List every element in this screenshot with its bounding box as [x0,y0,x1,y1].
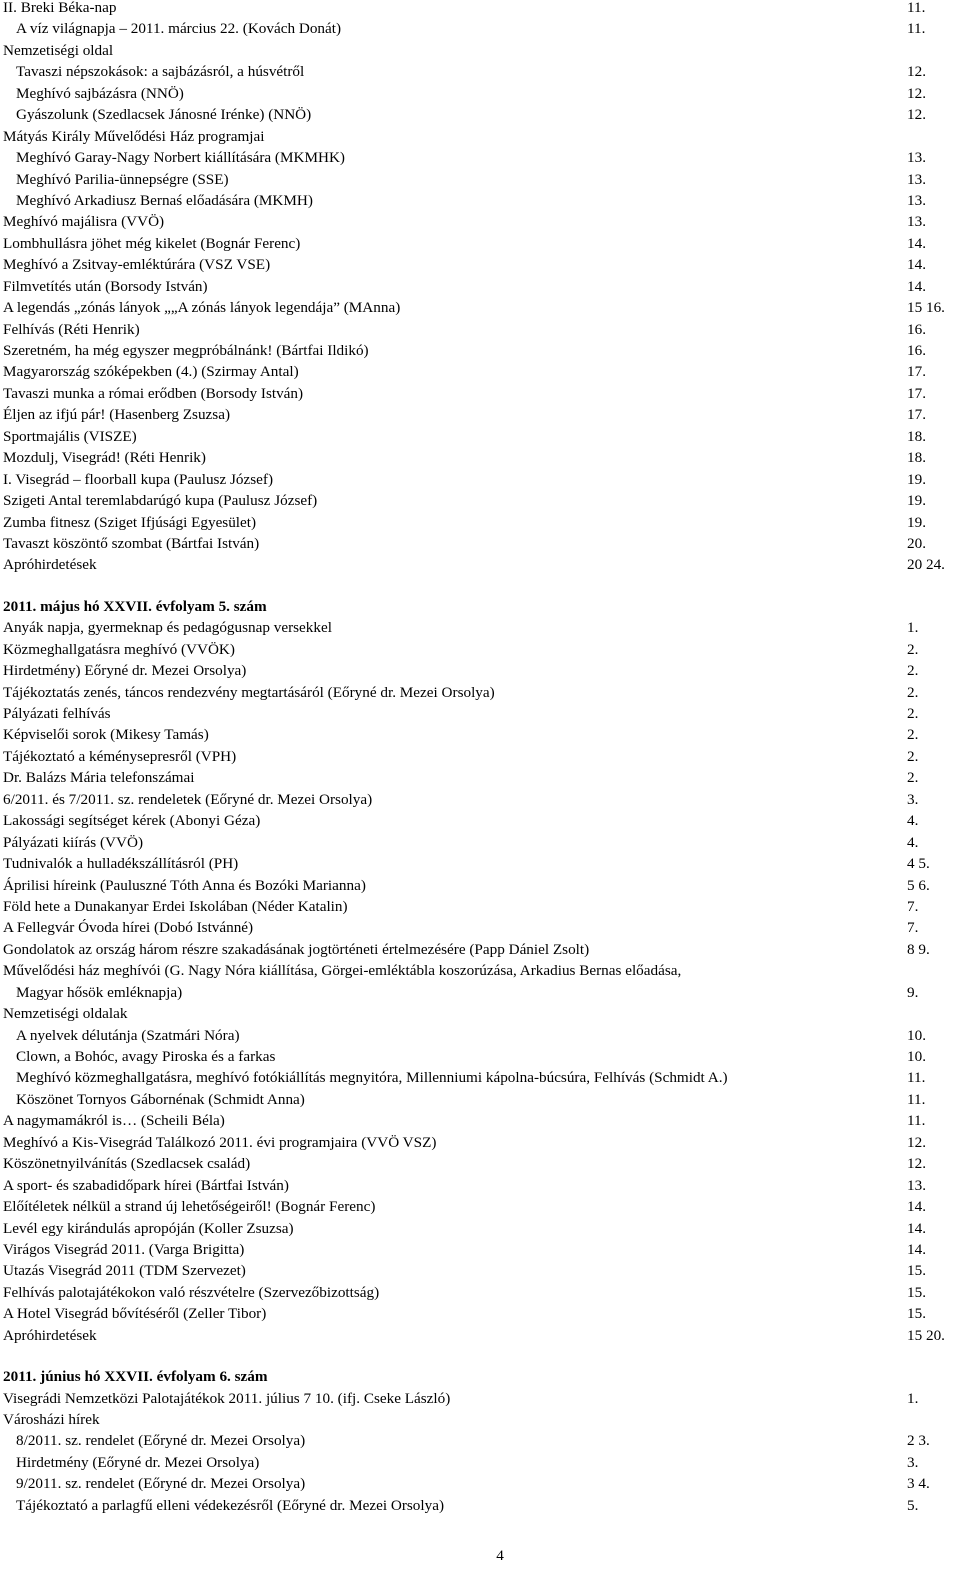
toc-entry [0,982,960,1003]
entry-title: Föld hete a Dunakanyar Erdei Iskolában (Néder Katalin) [3,897,348,915]
entry-title: Köszönet Tornyos Gábornénak (Schmidt Anna) [16,1090,305,1108]
entry-page: 14. [907,1240,926,1258]
section-spacer [0,1346,960,1366]
entry-title: Sportmajális (VISZE) [3,427,137,445]
entry-page: 17. [907,406,926,424]
entry-title: Lombhullásra jöhet még kikelet (Bognár Ferenc) [3,234,301,252]
toc-entry [0,1325,960,1346]
entry-page: 3. [907,790,919,808]
toc-entry [0,767,960,788]
entry-page: 12. [907,1155,926,1173]
entry-page: 12. [907,106,926,124]
entry-page: 17. [907,384,926,402]
toc-entry [0,724,960,745]
toc-entry [0,1089,960,1110]
entry-title: Tavaszt köszöntő szombat (Bártfai István) [3,534,260,552]
entry-page: 17. [907,363,926,381]
entry-title: Tájékoztató a kéménysepresről (VPH) [3,747,237,765]
entry-title: Áprilisi híreink (Pauluszné Tóth Anna és Bozóki Marianna) [3,876,366,894]
entry-page: 11. [907,1112,926,1130]
toc-entry [0,1388,960,1409]
toc-entry [0,533,960,554]
entry-page: 7. [907,919,919,937]
toc-entry [0,512,960,533]
toc-entry [0,83,960,104]
toc-entry [0,126,960,147]
toc-entry [0,447,960,468]
toc-entry [0,703,960,724]
toc-entry [0,789,960,810]
toc-entry [0,853,960,874]
toc-entry [0,276,960,297]
entry-title: A sport- és szabadidőpark hírei (Bártfai István) [3,1176,289,1194]
toc-entry [0,1046,960,1067]
entry-page: 13. [907,213,926,231]
toc-entry [0,147,960,168]
entry-page: 5. [907,1496,919,1514]
toc-entry [0,1260,960,1281]
toc-entry [0,490,960,511]
toc-entry [0,1430,960,1451]
entry-page: 5 6. [907,876,930,894]
toc-entry [0,639,960,660]
entry-title: Felhívás (Réti Henrik) [3,320,140,338]
toc-entry [0,1282,960,1303]
entry-title: Éljen az ifjú pár! (Hasenberg Zsuzsa) [3,406,231,424]
toc-entry [0,469,960,490]
entry-page: 10. [907,1048,926,1065]
toc-entry [0,1132,960,1153]
entry-title: A Fellegvár Óvoda hírei (Dobó Istvánné) [3,919,254,937]
entry-title: 9/2011. sz. rendelet (Eőryné dr. Mezei Orsolya) [16,1475,306,1493]
entry-page: 4. [907,833,919,851]
entry-title: Magyar hősök emléknapja) [16,983,183,1001]
entry-title: Meghívó Parilia-ünnepségre (SSE) [16,170,229,188]
entry-page: 15 20. [907,1326,945,1344]
entry-page: 15 16. [907,299,945,317]
entry-page: 2 3. [907,1432,930,1450]
entry-title: Meghívó Arkadiusz Bernaś előadására (MKMH) [16,191,313,209]
toc-entry [0,40,960,61]
entry-page: 2. [907,662,919,680]
entry-title: Szeretném, ha még egyszer megpróbálnánk! (Bártfai Ildikó) [3,342,369,359]
entry-page: 1. [907,1389,919,1407]
toc-entry [0,939,960,960]
toc-entry [0,554,960,575]
toc-entry [0,875,960,896]
issue-heading-text: 2011. május hó XXVII. évfolyam 5. szám [3,597,267,615]
entry-page: 18. [907,427,926,445]
entry-page: 19. [907,513,926,531]
entry-title: 8/2011. sz. rendelet (Eőryné dr. Mezei Orsolya) [16,1432,306,1450]
entry-page: 15. [907,1262,926,1280]
entry-page: 15. [907,1305,926,1323]
toc-entry [0,1452,960,1473]
toc-entry [0,0,960,18]
entry-page: 11. [907,1090,926,1108]
entry-page: 20 24. [907,556,945,574]
entry-page: 16. [907,342,926,359]
toc-entry [0,810,960,831]
entry-page: 2. [907,640,919,658]
issue-heading [0,596,960,617]
toc-entry [0,254,960,275]
entry-title: Meghívó a Zsitvay-emléktúrára (VSZ VSE) [3,256,271,274]
entry-title: Meghívó Garay-Nagy Norbert kiállítására (MKMHK) [16,149,345,167]
toc-entry [0,1003,960,1024]
entry-title: II. Breki Béka-nap [3,0,117,16]
toc-entry [0,917,960,938]
issue-heading-text: 2011. június hó XXVII. évfolyam 6. szám [3,1368,268,1386]
toc-entry [0,361,960,382]
entry-title: Pályázati felhívás [3,705,111,722]
toc-entry [0,1110,960,1131]
toc-entry [0,1409,960,1430]
entry-title: A nagymamákról is… (Scheili Béla) [3,1112,225,1130]
entry-page: 13. [907,170,926,188]
entry-title: Gyászolunk (Szedlacsek Jánosné Irénke) (NNÖ) [16,106,312,124]
entry-title: Apróhirdetések [3,556,97,574]
entry-title: Levél egy kirándulás apropóján (Koller Zsuzsa) [3,1219,294,1237]
entry-page: 12. [907,84,926,102]
entry-page: 2. [907,747,919,765]
toc-entry [0,896,960,917]
entry-title: Pályázati kiírás (VVÖ) [3,833,144,851]
toc-entry [0,682,960,703]
toc-entry [0,660,960,681]
entry-page: 11. [907,20,926,38]
entry-page: 2. [907,769,919,787]
entry-title: Zumba fitnesz (Sziget Ifjúsági Egyesület) [3,513,257,531]
toc-entry [0,169,960,190]
entry-title: Hirdetmény) Eőryné dr. Mezei Orsolya) [3,662,247,680]
entry-title: Anyák napja, gyermeknap és pedagógusnap versekkel [3,619,332,637]
toc-entry [0,1473,960,1494]
entry-title: Tavaszi munka a római erődben (Borsody István) [3,384,304,402]
entry-page: 11. [907,0,926,16]
entry-title: Dr. Balázs Mária telefonszámai [3,769,195,787]
entry-title: Utazás Visegrád 2011 (TDM Szervezet) [3,1262,246,1280]
entry-title: Gondolatok az ország három részre szakadásának jogtörténeti értelmezésére (Papp Dániel Zsolt) [3,940,590,958]
entry-title: Magyarország szóképekben (4.) (Szirmay Antal) [3,363,299,381]
entry-title: A Hotel Visegrád bővítéséről (Zeller Tibor) [3,1305,267,1323]
entry-title: Előítéletek nélkül a strand új lehetőségeiről! (Bognár Ferenc) [3,1198,376,1216]
entry-title: Meghívó közmeghallgatásra, meghívó fotókiállítás megnyitóra, Millenniumi kápolna-búcsúra, Felhívás (Schmidt A.) [16,1069,728,1087]
entry-page: 12. [907,63,926,81]
toc-entry [0,18,960,39]
entry-page: 12. [907,1133,926,1151]
entry-title: Meghívó majálisra (VVÖ) [3,213,165,231]
entry-title: Közmeghallgatásra meghívó (VVÖK) [3,640,235,658]
entry-page: 19. [907,470,926,488]
toc-entry [0,1175,960,1196]
toc-entry [0,960,960,981]
entry-page: 11. [907,1069,926,1087]
toc-entry [0,832,960,853]
entry-title: Képviselői sorok (Mikesy Tamás) [3,726,209,744]
entry-page: 2. [907,705,919,722]
toc-entry [0,1067,960,1088]
entry-title: Clown, a Bohóc, avagy Piroska és a farkas [16,1048,276,1065]
entry-title: Felhívás palotajátékokon való részvételre (Szervezőbizottság) [3,1283,380,1301]
entry-title: Nemzetiségi oldal [3,41,114,59]
entry-page: 14. [907,1219,926,1237]
toc-entry [0,319,960,340]
entry-page: 3 4. [907,1475,930,1493]
entry-title: Lakossági segítséget kérek (Abonyi Géza) [3,812,261,830]
toc-entry [0,1303,960,1324]
entry-page: 2. [907,683,919,701]
toc-entry [0,1153,960,1174]
entry-page: 14. [907,1198,926,1216]
toc-entry [0,340,960,361]
entry-title: Nemzetiségi oldalak [3,1005,128,1023]
entry-title: Városházi hírek [3,1411,100,1428]
entry-title: I. Visegrád – floorball kupa (Paulusz József) [3,470,273,488]
toc-entry [0,404,960,425]
entry-title: Szigeti Antal teremlabdarúgó kupa (Paulusz József) [3,492,318,510]
toc-entry [0,104,960,125]
entry-page: 3. [907,1453,919,1471]
entry-title: Művelődési ház meghívói (G. Nagy Nóra kiállítása, Görgei-emléktábla koszorúzása, Arkadius Bernas előadása, [3,962,682,980]
entry-title: Tájékoztatás zenés, táncos rendezvény megtartásáról (Eőryné dr. Mezei Orsolya) [3,683,495,701]
entry-title: Mozdulj, Visegrád! (Réti Henrik) [3,449,206,467]
entry-page: 14. [907,277,926,295]
entry-title: Meghívó sajbázásra (NNÖ) [16,84,184,102]
entry-page: 13. [907,149,926,167]
toc-entry [0,1025,960,1046]
entry-title: 6/2011. és 7/2011. sz. rendeletek (Eőryné dr. Mezei Orsolya) [3,790,373,808]
toc-entry [0,211,960,232]
entry-page: 7. [907,897,919,915]
entry-page: 13. [907,191,926,209]
entry-page: 9. [907,983,919,1001]
entry-title: Visegrádi Nemzetközi Palotajátékok 2011. július 7 10. (ifj. Cseke László) [3,1389,451,1407]
toc-entry [0,61,960,82]
toc-entry [0,233,960,254]
entry-title: Meghívó a Kis-Visegrád Találkozó 2011. évi programjaira (VVÖ VSZ) [3,1133,437,1151]
entry-title: Köszönetnyilvánítás (Szedlacsek család) [3,1155,251,1173]
section-spacer [0,576,960,596]
toc-entry [0,1495,960,1516]
entry-title: A nyelvek délutánja (Szatmári Nóra) [16,1026,240,1044]
entry-title: Tavaszi népszokások: a sajbázásról, a húsvétről [16,63,305,81]
entry-page: 18. [907,449,926,467]
entry-page: 1. [907,619,919,637]
entry-title: Mátyás Király Művelődési Ház programjai [3,127,265,145]
toc-entry [0,426,960,447]
entry-page: 4 5. [907,855,930,873]
entry-title: A víz világnapja – 2011. március 22. (Kovách Donát) [16,20,342,38]
entry-title: Filmvetítés után (Borsody István) [3,277,208,295]
page-number: 4 [496,1547,504,1564]
entry-page: 4. [907,812,919,830]
entry-page: 15. [907,1283,926,1301]
entry-page: 14. [907,256,926,274]
entry-page: 20. [907,534,926,552]
entry-page: 10. [907,1026,926,1044]
toc-entry [0,383,960,404]
entry-title: Apróhirdetések [3,1326,97,1344]
entry-page: 13. [907,1176,926,1194]
entry-title: A legendás „zónás lányok „„A zónás lányok legendája” (MAnna) [3,299,401,317]
toc-entry [0,746,960,767]
toc-entry [0,1196,960,1217]
entry-page: 2. [907,726,919,744]
toc-entry [0,1239,960,1260]
toc-entry [0,1218,960,1239]
toc-entry [0,297,960,318]
entry-title: Tudnivalók a hulladékszállításról (PH) [3,855,239,873]
entry-page: 19. [907,492,926,510]
issue-heading [0,1366,960,1387]
entry-title: Hirdetmény (Eőryné dr. Mezei Orsolya) [16,1453,260,1471]
entry-page: 16. [907,320,926,338]
entry-title: Virágos Visegrád 2011. (Varga Brigitta) [3,1240,245,1258]
toc-entry [0,190,960,211]
entry-title: Tájékoztató a parlagfű elleni védekezésről (Eőryné dr. Mezei Orsolya) [16,1496,445,1514]
toc-entry [0,617,960,638]
entry-page: 14. [907,234,926,252]
entry-page: 8 9. [907,940,930,958]
